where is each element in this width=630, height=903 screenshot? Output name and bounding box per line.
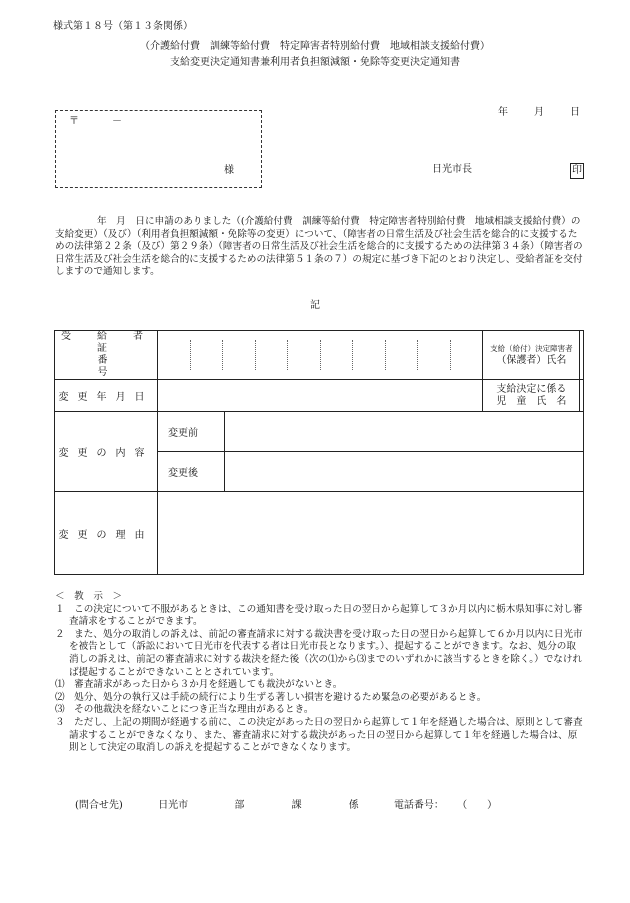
ki-heading: 記 <box>310 300 320 311</box>
beneficiary-label-b: （保護者）氏名 <box>496 355 567 366</box>
digit-cell <box>386 340 419 370</box>
change-content-label: 変更の内容 <box>55 412 158 492</box>
form-number: 様式第１８号（第１３条関係） <box>53 21 193 32</box>
instruction-1: １ この決定について不服があるときは、この通知書を受け取った日の翌日から起算して３か月以内に栃木県知事に対し審査請求をすることができます。 <box>55 603 583 628</box>
cert-number-cells <box>158 331 483 380</box>
instructions-heading: ＜ 教 示 ＞ <box>55 591 123 602</box>
digit-cell <box>288 340 321 370</box>
issuer-name: 日光市長 <box>432 164 472 175</box>
digit-cell <box>256 340 289 370</box>
instruction-2-sub-3: ⑶ その他裁決を経ないことにつき正当な理由があるとき。 <box>55 704 314 716</box>
beneficiary-label-a: 支給（給付）決定障害者 <box>490 344 573 353</box>
date-line: 年 月 日 <box>498 107 582 118</box>
child-label-a: 支給決定に係る <box>496 383 567 395</box>
digit-cell <box>451 340 483 370</box>
recipient-suffix: 様 <box>224 165 234 176</box>
digit-cell <box>223 340 256 370</box>
change-date-field <box>158 380 483 412</box>
contact-line <box>75 796 497 811</box>
beneficiary-name-field <box>580 331 584 380</box>
contact-city: 日光市 <box>158 800 189 811</box>
contact-kakari: 係 <box>348 800 359 811</box>
instruction-3: ３ ただし、上記の期間が経過する前に、この決定があった日の翌日から起算して１年を経過した場合は、原則として審査請求することができなくなり、また、審査請求に対する裁決があった日の翌日から起算して１年を経過した場合は、原則として決定の取消しの訴えを提起することができなくなります。 <box>55 716 583 754</box>
child-label-b: 児 童 氏 名 <box>496 395 567 407</box>
postal-dash: － <box>112 116 122 127</box>
change-details-table <box>54 330 584 575</box>
digit-cell <box>418 340 451 370</box>
phone-label: 電話番号： <box>393 800 444 811</box>
digit-cell <box>158 340 191 370</box>
cert-label-b: 番 号 <box>97 355 200 378</box>
change-date-label: 変更年月日 <box>55 380 158 412</box>
digit-cell <box>191 340 224 370</box>
cert-label-a: 受 給 者 証 <box>61 331 169 354</box>
change-reason-label: 変更の理由 <box>55 492 158 575</box>
recipient-cert-label <box>55 331 200 380</box>
contact-label: (問合せ先) <box>75 800 123 811</box>
before-field <box>225 412 584 452</box>
seal-stamp: 印 <box>570 163 584 179</box>
child-name-field <box>580 380 584 412</box>
change-reason-field <box>158 492 584 575</box>
beneficiary-name-label <box>483 331 580 380</box>
title-line-2: 支給変更決定通知書兼利用者負担額減額・免除等変更決定通知書 <box>170 57 460 68</box>
instruction-2-sub-1: ⑴ 審査請求があった日から３か月を経過しても裁決がないとき。 <box>55 679 343 691</box>
contact-bu: 部 <box>234 800 245 811</box>
digit-cell <box>353 340 386 370</box>
before-label: 変更前 <box>158 412 225 452</box>
body-paragraph: 年 月 日に申請のありました（(介護給付費 訓練等給付費 特定障害者特別給付費 地域相談支援給付費）の支給変更）（及び）（利用者負担額減額・免除等の変更）について、（障害者の日常生活及び社会生活を総合的に支援するための法律第２２条（及び）第２９条）（障害者の日常生活及び社会生活を総合的に支援するための法律第３４条）（障害者の日常生活及び社会生活を総合的に支援するための法律第５１条の７）の規定に基づき下記のとおり決定し、受給者証を交付しますので通知します。 <box>55 216 583 278</box>
child-name-label <box>483 380 580 412</box>
instruction-2-sub-2: ⑵ 処分、処分の執行又は手続の続行により生ずる著しい損害を避けるため緊急の必要があるとき。 <box>55 691 487 703</box>
phone-paren: （ ） <box>457 800 498 811</box>
digit-cell <box>321 340 354 370</box>
after-field <box>225 452 584 492</box>
instructions-section <box>55 591 585 755</box>
title-line-1: （介護給付費 訓練等給付費 特定障害者特別給付費 地域相談支援給付費） <box>140 41 490 52</box>
postal-mark: 〒 <box>69 116 79 127</box>
instruction-2: ２ また、処分の取消しの訴えは、前記の審査請求に対する裁決書を受け取った日の翌日から起算して６か月以内に日光市を被告として（訴訟において日光市を代表する者は日光市長となります。）、提起することができます。なお、処分の取消しの訴えは、前記の審査請求に対する裁決を経た後（次の⑴から⑶までのいずれかに該当するときを除く。）でなければ提起することができないこととされています。 <box>55 628 583 678</box>
after-label: 変更後 <box>158 452 225 492</box>
contact-ka: 課 <box>291 800 302 811</box>
